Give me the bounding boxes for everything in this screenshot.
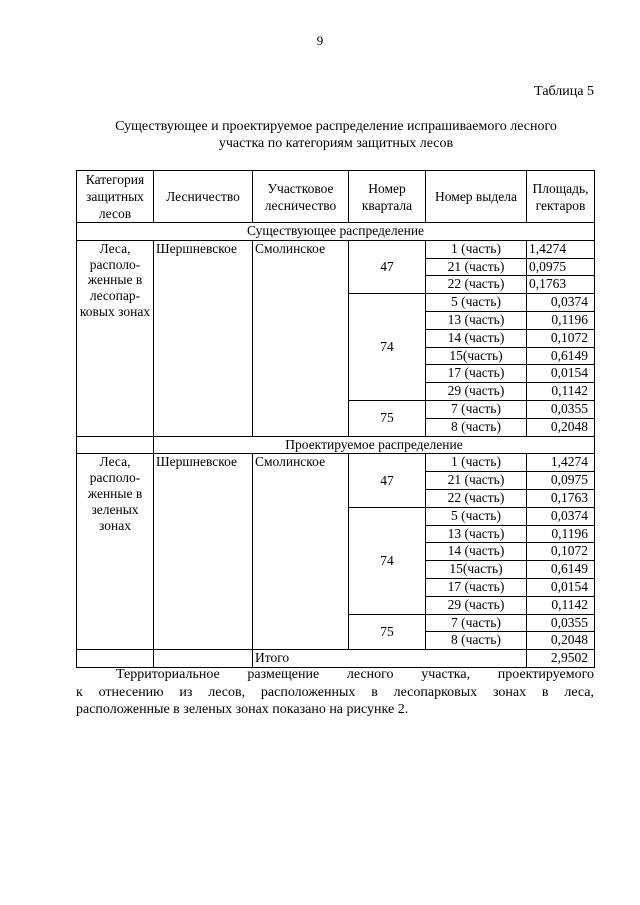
existing-section-title: Существующее распределение bbox=[77, 223, 595, 241]
area-cell: 0,0975 bbox=[527, 258, 595, 276]
existing-district: Смолинское bbox=[253, 240, 349, 436]
plot-cell: 15(часть) bbox=[426, 561, 527, 579]
plot-cell: 29 (часть) bbox=[426, 383, 527, 401]
page-number: 9 bbox=[316, 33, 324, 48]
paragraph-line-2: к отнесению из лесов, расположенных в лесопарковых зонах в леса, bbox=[76, 684, 594, 700]
projected-section-title: Проектируемое распределение bbox=[154, 436, 595, 454]
header-quarter: Номер квартала bbox=[349, 171, 426, 223]
header-forestry: Лесничество bbox=[154, 171, 253, 223]
header-row bbox=[77, 171, 595, 223]
area-cell: 0,1072 bbox=[527, 543, 595, 561]
quarter-cell: 47 bbox=[349, 454, 426, 507]
paragraph-line-1: Территориальное размещение лесного участка, проектируемого bbox=[116, 667, 594, 682]
area-cell: 1,4274 bbox=[527, 454, 595, 472]
section-row bbox=[77, 223, 595, 241]
total-label: Итого bbox=[253, 650, 527, 668]
header-area: Площадь, гектаров bbox=[527, 171, 595, 223]
plot-cell: 5 (часть) bbox=[426, 507, 527, 525]
header-district: Участковое лесничество bbox=[253, 171, 349, 223]
plot-cell: 7 (часть) bbox=[426, 614, 527, 632]
plot-cell: 5 (часть) bbox=[426, 294, 527, 312]
area-cell: 0,1196 bbox=[527, 525, 595, 543]
plot-cell: 1 (часть) bbox=[426, 454, 527, 472]
total-row bbox=[77, 650, 595, 668]
projected-district: Смолинское bbox=[253, 454, 349, 650]
projected-category: Леса, располо-женные в зеленых зонах bbox=[77, 454, 154, 650]
header-plot: Номер выдела bbox=[426, 171, 527, 223]
area-cell: 0,1763 bbox=[527, 489, 595, 507]
quarter-cell: 47 bbox=[349, 240, 426, 293]
existing-category: Леса, располо-женные в лесопар-ковых зонах bbox=[77, 240, 154, 436]
area-cell: 0,6149 bbox=[527, 347, 595, 365]
area-cell: 0,1072 bbox=[527, 329, 595, 347]
quarter-cell: 74 bbox=[349, 507, 426, 614]
quarter-cell: 75 bbox=[349, 614, 426, 650]
plot-cell: 21 (часть) bbox=[426, 472, 527, 490]
area-cell: 0,0355 bbox=[527, 614, 595, 632]
plot-cell: 15(часть) bbox=[426, 347, 527, 365]
empty-cell bbox=[77, 650, 154, 668]
area-cell: 0,6149 bbox=[527, 561, 595, 579]
area-cell: 1,4274 bbox=[527, 240, 595, 258]
area-cell: 0,1142 bbox=[527, 383, 595, 401]
area-cell: 0,0154 bbox=[527, 365, 595, 383]
quarter-cell: 75 bbox=[349, 400, 426, 436]
header-category: Категория защитных лесов bbox=[77, 171, 154, 223]
plot-cell: 13 (часть) bbox=[426, 525, 527, 543]
plot-cell: 14 (часть) bbox=[426, 543, 527, 561]
plot-cell: 14 (часть) bbox=[426, 329, 527, 347]
body-paragraph bbox=[76, 666, 594, 719]
plot-cell: 13 (часть) bbox=[426, 311, 527, 329]
empty-cell bbox=[77, 436, 154, 454]
area-cell: 0,0975 bbox=[527, 472, 595, 490]
area-cell: 0,0355 bbox=[527, 400, 595, 418]
empty-cell bbox=[154, 650, 253, 668]
plot-cell: 8 (часть) bbox=[426, 418, 527, 436]
section-row bbox=[77, 436, 595, 454]
existing-forestry: Шершневское bbox=[154, 240, 253, 436]
area-cell: 0,2048 bbox=[527, 418, 595, 436]
area-cell: 0,1763 bbox=[527, 276, 595, 294]
plot-cell: 7 (часть) bbox=[426, 400, 527, 418]
caption-line-1: Существующее и проектируемое распределение испрашиваемого лесного bbox=[115, 119, 557, 134]
area-cell: 0,2048 bbox=[527, 632, 595, 650]
table-row bbox=[77, 240, 595, 258]
area-cell: 0,1142 bbox=[527, 596, 595, 614]
area-cell: 0,0374 bbox=[527, 507, 595, 525]
total-value: 2,9502 bbox=[527, 650, 595, 668]
forest-distribution-table bbox=[76, 170, 595, 668]
table-caption bbox=[76, 118, 596, 152]
plot-cell: 8 (часть) bbox=[426, 632, 527, 650]
table-label: Таблица 5 bbox=[534, 84, 594, 99]
plot-cell: 29 (часть) bbox=[426, 596, 527, 614]
area-cell: 0,0154 bbox=[527, 578, 595, 596]
plot-cell: 22 (часть) bbox=[426, 489, 527, 507]
plot-cell: 21 (часть) bbox=[426, 258, 527, 276]
plot-cell: 17 (часть) bbox=[426, 578, 527, 596]
paragraph-line-3: расположенные в зеленых зонах показано на рисунке 2. bbox=[76, 702, 409, 717]
plot-cell: 17 (часть) bbox=[426, 365, 527, 383]
plot-cell: 1 (часть) bbox=[426, 240, 527, 258]
plot-cell: 22 (часть) bbox=[426, 276, 527, 294]
caption-line-2: участка по категориям защитных лесов bbox=[218, 136, 454, 151]
area-cell: 0,0374 bbox=[527, 294, 595, 312]
projected-forestry: Шершневское bbox=[154, 454, 253, 650]
quarter-cell: 74 bbox=[349, 294, 426, 401]
table-row bbox=[77, 454, 595, 472]
area-cell: 0,1196 bbox=[527, 311, 595, 329]
